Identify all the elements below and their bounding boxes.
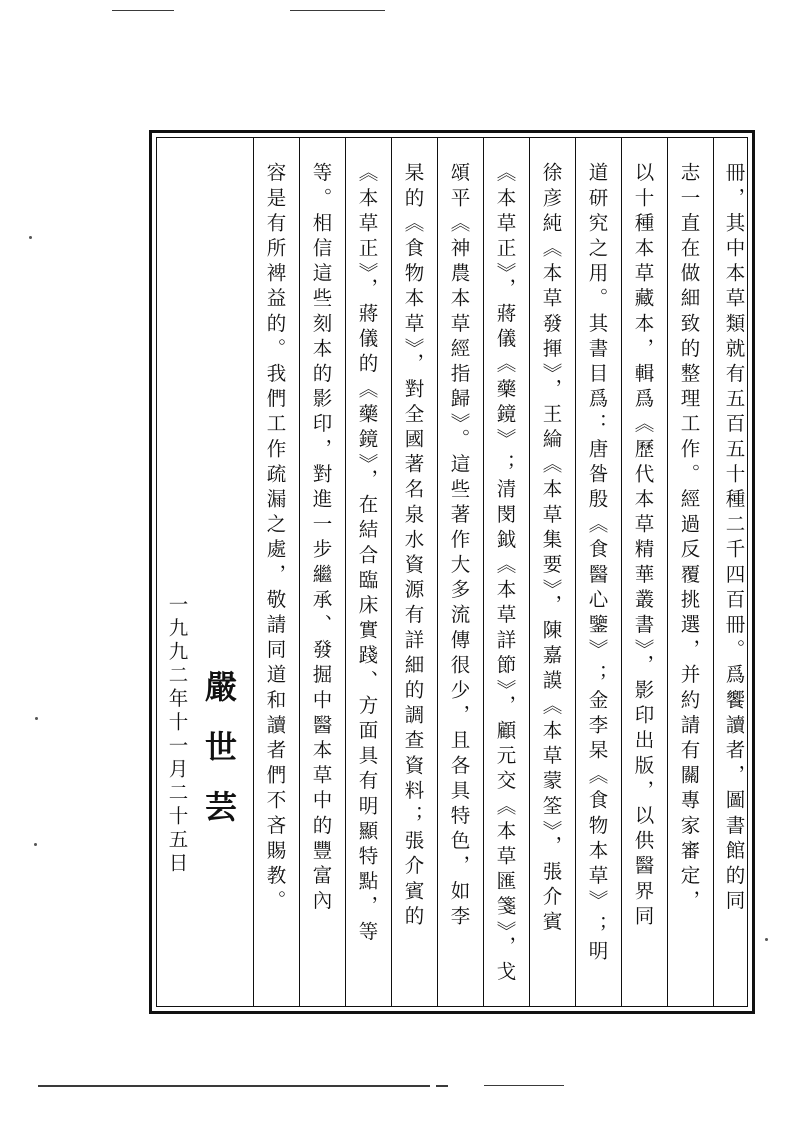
- scan-mark-bottom-left: [38, 1085, 430, 1087]
- signature-block: [157, 138, 253, 1006]
- text-column-11: [253, 138, 299, 1006]
- page-frame: [149, 130, 755, 1014]
- column-text: 《本草正》，蔣儀的《藥鏡》，在結合臨床實踐、方面具有明顯特點，等: [355, 162, 379, 946]
- scan-mark-bottom-right: [484, 1085, 564, 1086]
- column-text: 《本草正》，蔣儀《藥鏡》；清閔鉞《本草詳節》，顧元交《本草匯箋》，戈: [493, 162, 517, 987]
- text-column-7: [437, 138, 483, 1006]
- column-text: 冊，其中本草類就有五百五十種二千四百冊。爲饗讀者，圖書館的同: [722, 162, 746, 915]
- scan-dot: [765, 938, 768, 941]
- date-line: 一九九二年十一月二十五日: [165, 594, 189, 876]
- text-column-5: [529, 138, 575, 1006]
- page-frame-inner: [156, 137, 748, 1007]
- text-column-3: [621, 138, 667, 1006]
- column-text: 徐彦純《本草發揮》，王綸《本草集要》，陳嘉謨《本草蒙筌》，張介賓: [539, 162, 563, 936]
- scan-dot: [29, 236, 32, 239]
- column-text: 道研究之用。其書目爲：唐昝殷《食醫心鑒》；金李杲《食物本草》；明: [585, 162, 609, 966]
- text-column-10: [299, 138, 345, 1006]
- text-column-2: [667, 138, 713, 1006]
- scan-dot: [34, 843, 37, 846]
- column-text: 志一直在做細致的整理工作。經過反覆挑選，并約請有關專家審定，: [677, 162, 701, 915]
- scan-dot: [35, 717, 38, 720]
- text-column-1: [713, 138, 755, 1006]
- column-text: 等。相信這些刻本的影印，對進一步繼承、發掘中醫本草中的豐富內: [309, 162, 333, 915]
- text-column-8: [391, 138, 437, 1006]
- text-column-6: [483, 138, 529, 1006]
- author-name: 嚴世芸: [200, 670, 238, 850]
- column-text: 頌平《神農本草經指歸》。這些著作大多流傳很少，且各具特色，如李: [447, 162, 471, 931]
- column-text: 杲的《食物本草》，對全國著名泉水資源有詳細的調查資料；張介賓的: [401, 162, 425, 931]
- column-text: 容是有所裨益的。我們工作疏漏之處，敬請同道和讀者們不吝賜教。: [263, 162, 287, 915]
- column-text: 以十種本草藏本，輯爲《歷代本草精華叢書》，影印出版，以供醫界同: [631, 162, 655, 931]
- text-column-9: [345, 138, 391, 1006]
- scan-mark-top-middle: [290, 10, 385, 11]
- text-column-4: [575, 138, 621, 1006]
- scan-mark-top-left: [112, 10, 174, 11]
- scan-mark-bottom-mid: [436, 1085, 448, 1087]
